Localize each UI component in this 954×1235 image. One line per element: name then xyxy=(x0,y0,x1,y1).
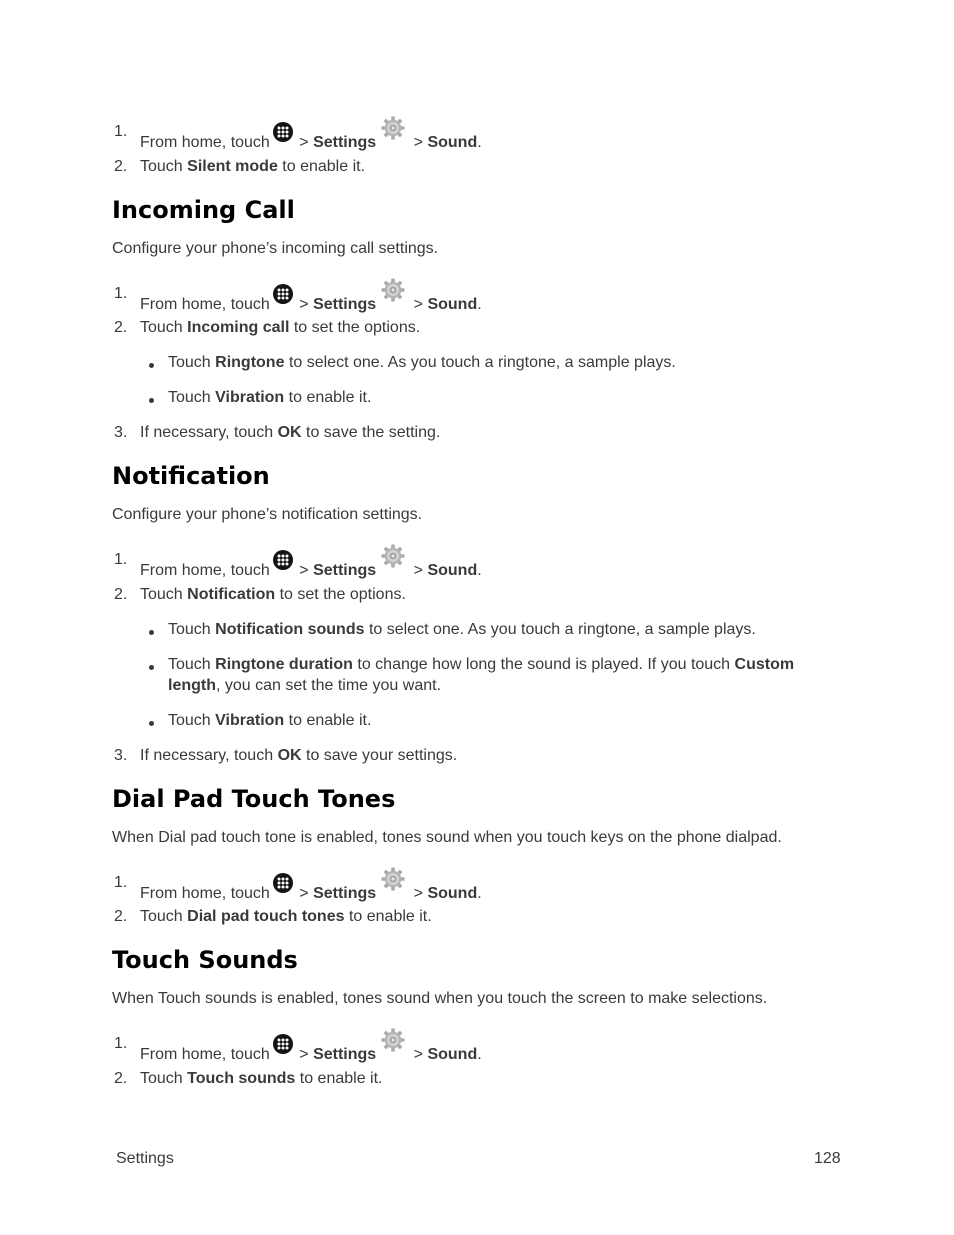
section-description: Configure your phone’s incoming call settings. xyxy=(112,240,439,257)
period: . xyxy=(477,1046,482,1063)
step-incoming-call xyxy=(140,319,420,337)
bullet-vibration xyxy=(168,389,371,407)
step-number: 2. xyxy=(114,319,128,336)
step-text: Touch xyxy=(140,586,183,603)
step-text: From home, touch xyxy=(140,885,270,902)
step-from-home xyxy=(140,1035,482,1064)
step-from-home xyxy=(140,285,482,314)
step-from-home xyxy=(140,551,482,580)
period: . xyxy=(477,885,482,902)
step-number: 2. xyxy=(114,158,128,175)
section-heading-incoming-call: Incoming Call xyxy=(112,196,295,224)
option-name: Touch sounds xyxy=(187,1070,296,1087)
step-text: If necessary, touch xyxy=(140,424,274,441)
option-name: Ringtone duration xyxy=(215,656,353,673)
step-text: From home, touch xyxy=(140,562,270,579)
option-name: Dial pad touch tones xyxy=(187,908,345,925)
settings-label: Settings xyxy=(313,885,377,902)
bullet-dot xyxy=(149,363,154,368)
gear-icon xyxy=(380,543,406,569)
option-name: Incoming call xyxy=(187,319,290,336)
step-number: 2. xyxy=(114,908,128,925)
bullet-dot xyxy=(149,398,154,403)
step-text: Touch xyxy=(140,319,183,336)
separator: > xyxy=(299,296,309,313)
option-name: OK xyxy=(277,747,302,764)
step-number: 3. xyxy=(114,424,128,441)
step-number: 1. xyxy=(114,551,128,568)
sound-label: Sound xyxy=(427,296,478,313)
step-number: 1. xyxy=(114,874,128,891)
step-text: to enable it. xyxy=(299,1070,383,1087)
step-number: 2. xyxy=(114,586,128,603)
section-heading-touch-sounds: Touch Sounds xyxy=(112,946,298,974)
step-text: to set the options. xyxy=(293,319,421,336)
step-from-home xyxy=(140,123,482,152)
sound-label: Sound xyxy=(427,885,478,902)
step-text: From home, touch xyxy=(140,296,270,313)
option-name: length xyxy=(168,677,216,694)
step-text: Touch xyxy=(168,354,211,371)
section-heading-notification: Notification xyxy=(112,462,270,490)
separator: > xyxy=(413,885,423,902)
option-name: OK xyxy=(277,424,302,441)
gear-icon xyxy=(380,115,406,141)
gear-icon xyxy=(380,277,406,303)
step-text: Touch xyxy=(140,158,183,175)
settings-label: Settings xyxy=(313,562,377,579)
period: . xyxy=(477,296,482,313)
period: . xyxy=(477,562,482,579)
step-text: to enable it. xyxy=(282,158,366,175)
separator: > xyxy=(413,1046,423,1063)
step-text: Touch xyxy=(168,621,211,638)
settings-label: Settings xyxy=(313,134,377,151)
separator: > xyxy=(299,562,309,579)
bullet-notification-sounds xyxy=(168,621,756,639)
sound-label: Sound xyxy=(427,134,478,151)
separator: > xyxy=(299,885,309,902)
step-text: to enable it. xyxy=(288,712,372,729)
apps-icon xyxy=(273,550,293,570)
section-heading-dial-pad: Dial Pad Touch Tones xyxy=(112,785,396,813)
apps-icon xyxy=(273,873,293,893)
bullet-dot xyxy=(149,665,154,670)
step-text: Touch xyxy=(140,908,183,925)
step-text: If necessary, touch xyxy=(140,747,274,764)
step-text: to enable it. xyxy=(288,389,372,406)
period: . xyxy=(477,134,482,151)
option-name: Vibration xyxy=(215,389,285,406)
bullet-dot xyxy=(149,721,154,726)
option-name: Notification xyxy=(187,586,276,603)
option-name: Custom xyxy=(734,656,795,673)
sound-label: Sound xyxy=(427,562,478,579)
settings-label: Settings xyxy=(313,296,377,313)
option-name: Silent mode xyxy=(187,158,278,175)
step-text: From home, touch xyxy=(140,134,270,151)
step-text: to save the setting. xyxy=(306,424,441,441)
step-ok xyxy=(140,424,440,442)
bullet-vibration xyxy=(168,712,371,730)
gear-icon xyxy=(380,1027,406,1053)
step-text: to select one. As you touch a ringtone, a sample plays. xyxy=(368,621,756,638)
apps-icon xyxy=(273,122,293,142)
step-number: 1. xyxy=(114,285,128,302)
step-notification xyxy=(140,586,406,604)
step-number: 3. xyxy=(114,747,128,764)
apps-icon xyxy=(273,1034,293,1054)
step-text: to select one. As you touch a ringtone, a sample plays. xyxy=(288,354,676,371)
step-text: to save your settings. xyxy=(306,747,458,764)
bullet-dot xyxy=(149,630,154,635)
step-touch-sounds xyxy=(140,1070,382,1088)
separator: > xyxy=(299,1046,309,1063)
step-number: 2. xyxy=(114,1070,128,1087)
bullet-ringtone xyxy=(168,354,676,372)
settings-label: Settings xyxy=(313,1046,377,1063)
step-text: Touch xyxy=(140,1070,183,1087)
step-ok xyxy=(140,747,457,765)
section-description: When Touch sounds is enabled, tones sound when you touch the screen to make selections. xyxy=(112,990,768,1007)
step-number: 1. xyxy=(114,1035,128,1052)
step-dial-pad-tones xyxy=(140,908,432,926)
bullet-ringtone-duration xyxy=(168,656,794,674)
step-text: to set the options. xyxy=(279,586,406,603)
step-text: to change how long the sound is played. If you touch xyxy=(357,656,731,673)
step-text: , you can set the time you want. xyxy=(216,677,442,694)
apps-icon xyxy=(273,284,293,304)
step-silent-mode xyxy=(140,158,365,176)
separator: > xyxy=(299,134,309,151)
footer-page-number: 128 xyxy=(814,1150,841,1167)
bullet-ringtone-duration-cont xyxy=(168,677,441,695)
option-name: Vibration xyxy=(215,712,285,729)
step-text: to enable it. xyxy=(348,908,432,925)
section-description: Configure your phone’s notification settings. xyxy=(112,506,423,523)
separator: > xyxy=(413,134,423,151)
step-text: Touch xyxy=(168,712,211,729)
sound-label: Sound xyxy=(427,1046,478,1063)
footer-section-name: Settings xyxy=(116,1150,174,1167)
option-name: Notification sounds xyxy=(215,621,365,638)
step-from-home xyxy=(140,874,482,903)
option-name: Ringtone xyxy=(215,354,285,371)
step-text: Touch xyxy=(168,389,211,406)
gear-icon xyxy=(380,866,406,892)
separator: > xyxy=(413,296,423,313)
separator: > xyxy=(413,562,423,579)
step-text: Touch xyxy=(168,656,211,673)
step-number: 1. xyxy=(114,123,128,140)
section-description: When Dial pad touch tone is enabled, tones sound when you touch keys on the phone dialpad. xyxy=(112,829,782,846)
step-text: From home, touch xyxy=(140,1046,270,1063)
